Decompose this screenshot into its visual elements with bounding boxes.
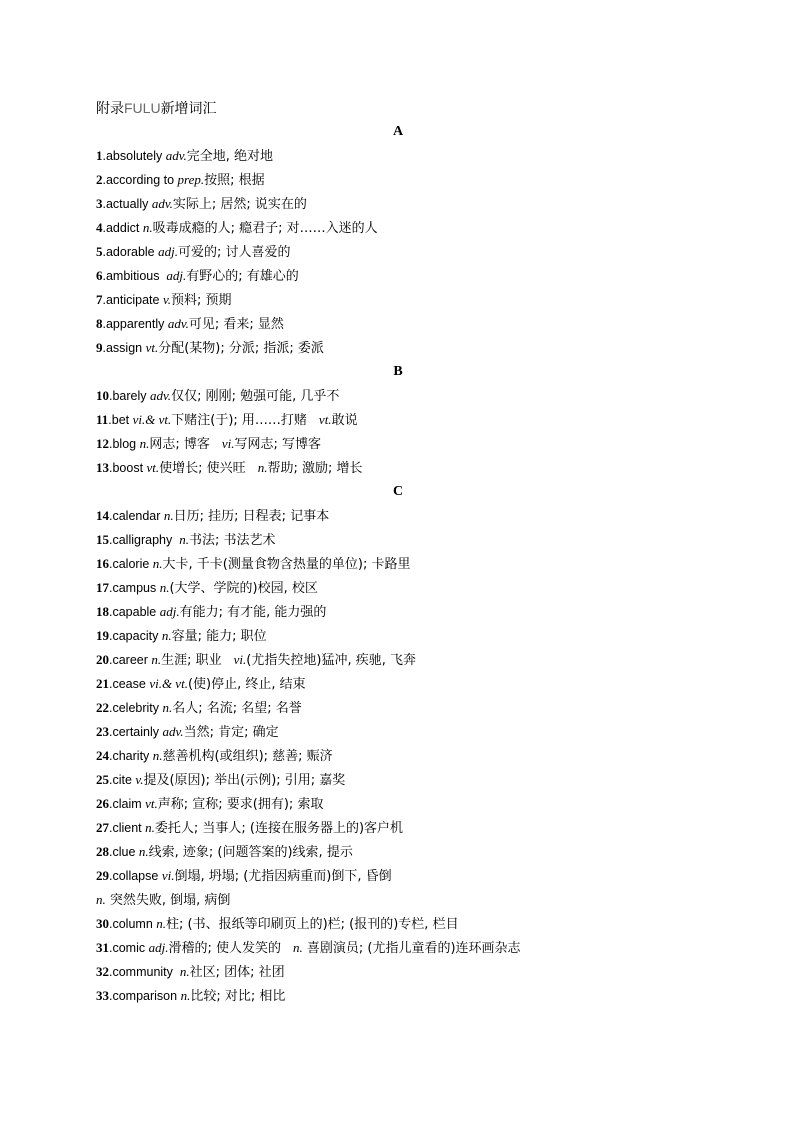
- entry-word: .client: [109, 821, 146, 835]
- entry-part-of-speech: n.: [152, 556, 163, 571]
- vocab-entry: [96, 264, 700, 288]
- entry-part-of-speech: n.: [161, 628, 172, 643]
- vocab-entry: [96, 864, 700, 888]
- entry-number: 23: [96, 724, 109, 739]
- entry-definition: 分配(某物); 分派; 指派; 委派: [158, 341, 324, 356]
- entry-word: .campus: [109, 581, 160, 595]
- entry-number: 14: [96, 508, 109, 523]
- vocab-entry: [96, 240, 700, 264]
- entry-part-of-speech: n.: [292, 940, 303, 955]
- vocab-entry: [96, 336, 700, 360]
- entry-number: 11: [96, 412, 109, 427]
- entry-number: 10: [96, 388, 109, 403]
- title-latin: FULU: [124, 100, 161, 116]
- entry-word: .bet: [108, 413, 133, 427]
- entry-word: .comic: [109, 941, 149, 955]
- entry-number: 31: [96, 940, 109, 955]
- entry-part-of-speech: adv.: [151, 196, 173, 211]
- entry-word: .capacity: [109, 629, 162, 643]
- entry-number: 25: [96, 772, 109, 787]
- entry-part-of-speech: adv.: [150, 388, 172, 403]
- entry-definition: 日历; 挂历; 日程表; 记事本: [173, 509, 330, 524]
- vocab-entry: [96, 216, 700, 240]
- vocab-entry: [96, 648, 700, 672]
- entry-part-of-speech: v.: [135, 772, 144, 787]
- entry-number: 17: [96, 580, 109, 595]
- entry-definition: 倒塌, 坍塌; (尤指因病重而)倒下, 昏倒: [174, 869, 392, 884]
- entry-definition: 下赌注(于); 用……打赌: [171, 413, 307, 428]
- section-letter: C: [392, 484, 404, 499]
- entry-word: .assign: [102, 341, 146, 355]
- entry-definition: 比较; 对比; 相比: [190, 989, 286, 1004]
- entry-definition: 委托人; 当事人; (连接在服务器上的)客户机: [154, 821, 404, 836]
- vocab-entry: [96, 504, 700, 528]
- entry-part-of-speech: n.: [151, 652, 162, 667]
- entry-number: 4: [96, 220, 103, 235]
- entry-definition: 写网志; 写博客: [234, 437, 322, 452]
- vocab-entry: [96, 312, 700, 336]
- entry-definition: 柱; (书、报纸等印刷页上的)栏; (报刊的)专栏, 栏目: [166, 917, 459, 932]
- entry-number: 13: [96, 460, 109, 475]
- entry-number: 16: [96, 556, 109, 571]
- entry-definition: 声称; 宣称; 要求(拥有); 索取: [157, 797, 324, 812]
- entry-word: .cite: [109, 773, 136, 787]
- entry-definition: 名人; 名流; 名望; 名誉: [172, 701, 302, 716]
- entry-part-of-speech: vt.: [145, 796, 158, 811]
- vocab-entry: [96, 408, 700, 432]
- entry-definition: 大卡, 千卡(测量食物含热量的单位); 卡路里: [162, 557, 411, 572]
- entry-number: 3: [96, 196, 103, 211]
- entry-word: .addict: [102, 221, 143, 235]
- vocab-entry: [96, 144, 700, 168]
- entry-part-of-speech: vt.: [145, 340, 159, 355]
- entry-definition: 有野心的; 有雄心的: [186, 269, 299, 284]
- vocab-entry: [96, 432, 700, 456]
- entry-word: .charity: [109, 749, 153, 763]
- page-title: [96, 96, 700, 120]
- entry-number: 20: [96, 652, 109, 667]
- entry-part-of-speech: n.: [96, 892, 106, 907]
- entry-part-of-speech: prep.: [177, 172, 205, 187]
- entry-number: 18: [96, 604, 109, 619]
- entry-number: 24: [96, 748, 109, 763]
- vocab-entry: [96, 600, 700, 624]
- entry-definition: (尤指失控地)猛冲, 疾驰, 飞奔: [246, 653, 416, 668]
- vocab-entry: [96, 936, 700, 960]
- entry-word: .barely: [109, 389, 150, 403]
- entry-definition: (使)停止, 终止, 结束: [187, 677, 306, 692]
- vocab-entry: [96, 528, 700, 552]
- section-letter: B: [393, 364, 403, 379]
- entry-number: 1: [96, 148, 103, 163]
- vocab-entry: [96, 384, 700, 408]
- vocab-entry: [96, 816, 700, 840]
- entry-number: 21: [96, 676, 109, 691]
- entry-part-of-speech: n.: [159, 580, 170, 595]
- entry-word: .according to: [102, 173, 178, 187]
- entry-part-of-speech: vi.& vt.: [149, 676, 188, 691]
- vocabulary-list: [96, 120, 700, 1008]
- vocab-entry: [96, 672, 700, 696]
- entry-part-of-speech: n.: [162, 700, 173, 715]
- entry-word: .actually: [102, 197, 152, 211]
- title-cn-prefix: 附录: [96, 101, 124, 117]
- entry-definition: 实际上; 居然; 说实在的: [172, 197, 307, 212]
- entry-word: .ambitious: [102, 269, 167, 283]
- entry-number: 28: [96, 844, 109, 859]
- entry-part-of-speech: n.: [138, 844, 149, 859]
- entry-definition: 书法; 书法艺术: [188, 533, 276, 548]
- entry-part-of-speech: vi.: [233, 652, 247, 667]
- entry-part-of-speech: adj.: [166, 268, 187, 283]
- entry-definition: (大学、学院的)校园, 校区: [169, 581, 318, 596]
- vocab-entry: [96, 720, 700, 744]
- vocab-entry: [96, 960, 700, 984]
- entry-definition: 滑稽的; 使人发笑的: [168, 941, 281, 956]
- entry-word: .boost: [109, 461, 147, 475]
- entry-definition: 吸毒成瘾的人; 瘾君子; 对……入迷的人: [152, 221, 378, 236]
- entry-definition: 网志; 博客: [149, 437, 210, 452]
- entry-definition: 敢说: [331, 413, 358, 428]
- entry-word: .column: [109, 917, 157, 931]
- vocab-entry: [96, 984, 700, 1008]
- entry-part-of-speech: adv.: [167, 316, 189, 331]
- entry-word: .clue: [109, 845, 139, 859]
- entry-definition: 完全地, 绝对地: [186, 149, 274, 164]
- entry-word: .comparison: [109, 989, 181, 1003]
- entry-number: 19: [96, 628, 109, 643]
- entry-definition: 帮助; 激励; 增长: [267, 461, 363, 476]
- entry-word: .collapse: [109, 869, 162, 883]
- vocab-entry: [96, 552, 700, 576]
- entry-number: 9: [96, 340, 103, 355]
- entry-word: .cease: [109, 677, 150, 691]
- vocab-entry: [96, 912, 700, 936]
- entry-definition: 当然; 肯定; 确定: [183, 725, 279, 740]
- entry-definition: 慈善机构(或组织); 慈善; 赈济: [162, 749, 333, 764]
- entry-part-of-speech: v.: [162, 292, 172, 307]
- entry-part-of-speech: adv.: [162, 724, 184, 739]
- entry-number: 7: [96, 292, 103, 307]
- entry-word: .calorie: [109, 557, 153, 571]
- entry-number: 6: [96, 268, 103, 283]
- vocab-entry: [96, 576, 700, 600]
- entry-number: 27: [96, 820, 109, 835]
- entry-definition: 容量; 能力; 职位: [171, 629, 267, 644]
- entry-definition: 提及(原因); 举出(示例); 引用; 嘉奖: [143, 773, 346, 788]
- entry-part-of-speech: n.: [179, 532, 189, 547]
- entry-definition: 可见; 看来; 显然: [188, 317, 284, 332]
- title-cn-suffix: 新增词汇: [160, 101, 217, 117]
- vocab-entry: [96, 168, 700, 192]
- entry-definition: 生涯; 职业: [161, 653, 222, 668]
- entry-part-of-speech: n.: [156, 916, 166, 931]
- entry-number: 2: [96, 172, 103, 187]
- vocab-entry: [96, 696, 700, 720]
- entry-part-of-speech: vi.& vt.: [132, 412, 172, 427]
- entry-definition: 社区; 团体; 社团: [189, 965, 285, 980]
- entry-part-of-speech: n.: [179, 964, 190, 979]
- vocab-entry: [96, 624, 700, 648]
- entry-word: .celebrity: [109, 701, 163, 715]
- vocab-entry: [96, 744, 700, 768]
- entry-word: .adorable: [102, 245, 159, 259]
- entry-word: .capable: [109, 605, 160, 619]
- entry-definition: 可爱的; 讨人喜爱的: [177, 245, 291, 260]
- entry-part-of-speech: adv.: [165, 148, 187, 163]
- vocab-entry: [96, 288, 700, 312]
- entry-part-of-speech: n.: [163, 508, 174, 523]
- entry-part-of-speech: vt.: [318, 412, 332, 427]
- entry-part-of-speech: adj.: [158, 244, 178, 259]
- entry-number: 12: [96, 436, 109, 451]
- entry-word: .community: [109, 965, 180, 979]
- entry-part-of-speech: adj.: [148, 940, 169, 955]
- entry-word: .claim: [109, 797, 146, 811]
- entry-part-of-speech: adj.: [159, 604, 180, 619]
- entry-part-of-speech: n.: [142, 220, 153, 235]
- entry-definition: 预料; 预期: [171, 293, 232, 308]
- entry-number: 30: [96, 916, 109, 931]
- entry-word: .certainly: [109, 725, 163, 739]
- vocab-entry: [96, 840, 700, 864]
- entry-word: .absolutely: [102, 149, 166, 163]
- entry-definition: 使增长; 使兴旺: [159, 461, 246, 476]
- entry-number: 29: [96, 868, 109, 883]
- entry-word: .career: [109, 653, 152, 667]
- entry-word: .calligraphy: [109, 533, 180, 547]
- section-letter: A: [392, 124, 404, 139]
- entry-definition: 突然失败, 倒塌, 病倒: [105, 893, 231, 908]
- entry-part-of-speech: n.: [152, 748, 163, 763]
- vocab-entry: [96, 888, 700, 912]
- entry-number: 22: [96, 700, 109, 715]
- vocabulary-page: [96, 96, 700, 1008]
- entry-number: 33: [96, 988, 109, 1003]
- entry-part-of-speech: vi.: [221, 436, 235, 451]
- entry-part-of-speech: vi.: [161, 868, 175, 883]
- vocab-entry: [96, 768, 700, 792]
- entry-number: 32: [96, 964, 109, 979]
- entry-word: .blog: [109, 437, 140, 451]
- entry-word: .calendar: [109, 509, 164, 523]
- entry-number: 8: [96, 316, 103, 331]
- entry-part-of-speech: n.: [257, 460, 268, 475]
- entry-word: .anticipate: [102, 293, 163, 307]
- entry-definition: 按照; 根据: [204, 173, 265, 188]
- entry-number: 5: [96, 244, 103, 259]
- entry-definition: 线索, 迹象; (问题答案的)线索, 提示: [148, 845, 353, 860]
- entry-part-of-speech: n.: [145, 820, 155, 835]
- entry-number: 26: [96, 796, 109, 811]
- entry-part-of-speech: n.: [180, 988, 191, 1003]
- entry-definition: 仅仅; 刚刚; 勉强可能, 几乎不: [171, 389, 340, 404]
- entry-definition: 喜剧演员; (尤指儿童看的)连环画杂志: [302, 941, 521, 956]
- entry-word: .apparently: [102, 317, 168, 331]
- vocab-entry: [96, 192, 700, 216]
- entry-part-of-speech: n.: [139, 436, 150, 451]
- entry-part-of-speech: vt.: [146, 460, 160, 475]
- entry-definition: 有能力; 有才能, 能力强的: [179, 605, 327, 620]
- vocab-entry: [96, 792, 700, 816]
- vocab-entry: [96, 456, 700, 480]
- entry-number: 15: [96, 532, 109, 547]
